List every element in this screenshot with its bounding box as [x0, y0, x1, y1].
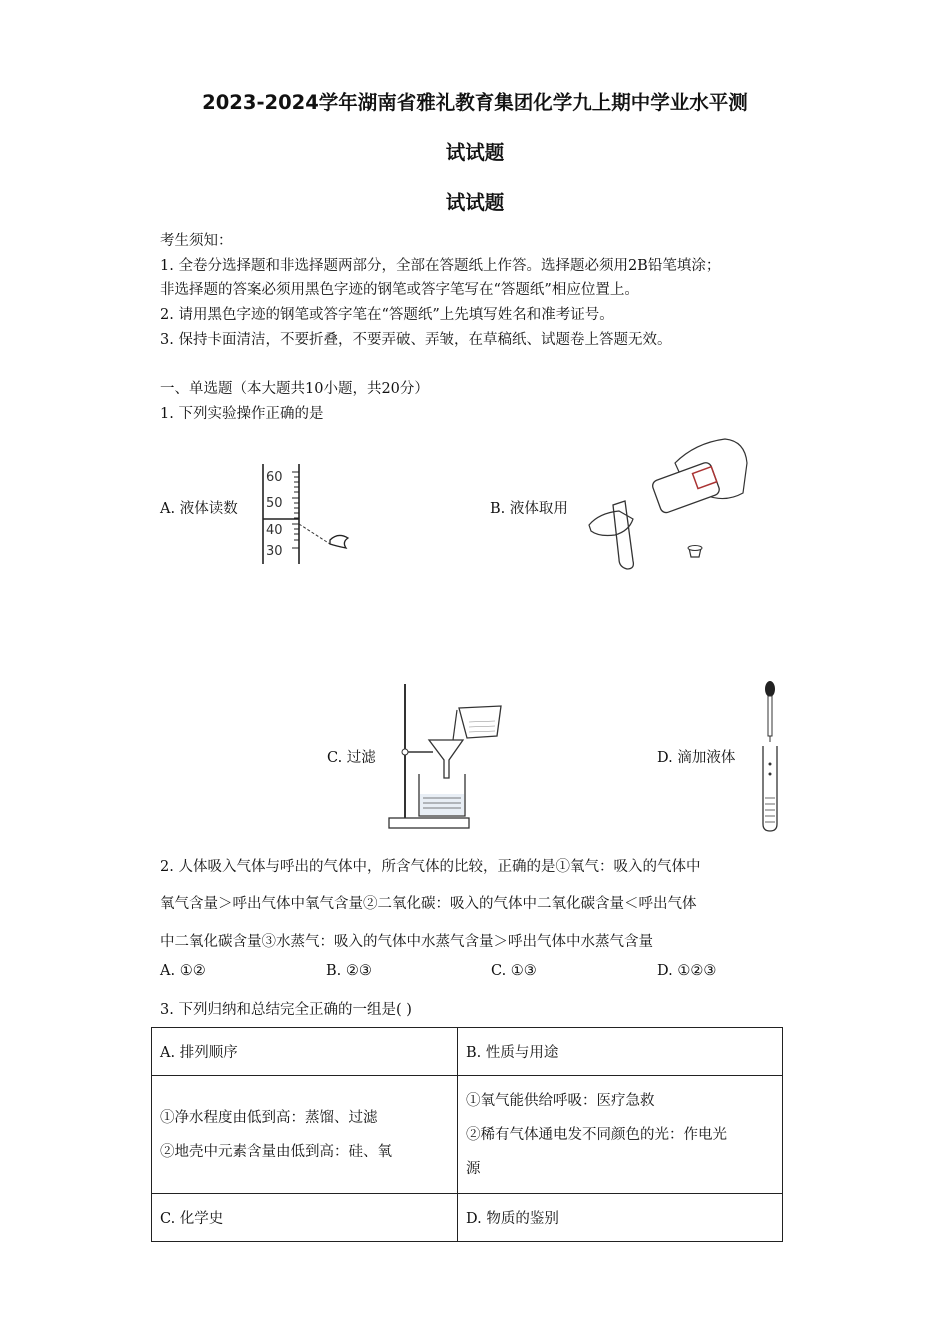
pouring-beaker [459, 706, 501, 738]
table-row [152, 1028, 783, 1076]
clamp-knob [402, 749, 408, 755]
table-row [152, 1076, 783, 1194]
q3-cell-a-body [152, 1076, 458, 1194]
exam-title-line-3: 试试题 [445, 191, 505, 214]
q1-option-a-label: A. 液体读数 [160, 501, 238, 517]
q3-b-line-2: ②稀有气体通电发不同颜色的光：作电光 [466, 1126, 727, 1143]
q1-dropper-figure [756, 678, 786, 834]
filtrate-liquid [420, 794, 464, 815]
q3-cell-d-header: D. 物质的鉴别 [458, 1194, 783, 1242]
q3-stem: 3. 下列归纳和总结完全正确的一组是( ) [160, 1002, 412, 1018]
q1-liquid-pouring-figure [585, 433, 755, 573]
q1-cylinder-reading-figure [258, 462, 358, 568]
section-1-heading: 一、单选题（本大题共10小题，共20分） [160, 381, 429, 397]
q2-option-b[interactable]: B. ②③ [326, 963, 372, 979]
test-tube [763, 746, 777, 831]
sight-line [299, 524, 330, 544]
q2-stem-line-1: 2. 人体吸入气体与呼出的气体中，所含气体的比较，正确的是①氧气：吸入的气体中 [160, 859, 701, 875]
notice-item-2: 2. 请用黑色字迹的钢笔或答字笔在“答题纸”上先填写姓名和准考证号。 [160, 307, 614, 323]
tick-label-40: 40 [266, 523, 283, 538]
q3-a-line-2: ②地壳中元素含量由低到高：硅、氧 [160, 1143, 392, 1160]
dropper-bulb [765, 681, 775, 697]
falling-drop [769, 763, 772, 766]
q2-option-d[interactable]: D. ①②③ [657, 963, 717, 979]
q3-cell-b-header: B. 性质与用途 [458, 1028, 783, 1076]
stopper-top [688, 546, 702, 551]
q3-summary-table [151, 1027, 783, 1242]
tick-label-60: 60 [266, 470, 283, 485]
notice-item-1-cont: 非选择题的答案必须用黑色字迹的钢笔或答字笔写在“答题纸”相应位置上。 [160, 282, 639, 298]
q1-option-b-label: B. 液体取用 [490, 501, 568, 517]
q3-a-line-1: ①净水程度由低到高：蒸馏、过滤 [160, 1109, 378, 1126]
dropper-tube [768, 696, 772, 736]
q2-option-c[interactable]: C. ①③ [491, 963, 537, 979]
falling-drop [769, 773, 772, 776]
funnel [429, 740, 463, 778]
cylinder-minor-ticks [292, 472, 299, 548]
q1-stem: 1. 下列实验操作正确的是 [160, 406, 324, 422]
liquid-stream [453, 710, 457, 740]
notice-heading: 考生须知： [160, 233, 233, 249]
iron-stand-base [389, 818, 469, 828]
reagent-bottle [651, 461, 721, 514]
tick-label-50: 50 [266, 496, 283, 511]
q1-option-c-label: C. 过滤 [327, 750, 376, 766]
q3-cell-b-body [458, 1076, 783, 1194]
q2-stem-line-3: 中二氧化碳含量③水蒸气：吸入的气体中水蒸气含量＞呼出气体中水蒸气含量 [160, 934, 653, 950]
notice-item-1: 1. 全卷分选择题和非选择题两部分，全部在答题纸上作答。选择题必须用2B铅笔填涂； [160, 258, 721, 274]
q2-option-a[interactable]: A. ①② [160, 963, 206, 979]
q1-filtration-figure [385, 680, 510, 832]
q3-cell-c-header: C. 化学史 [152, 1194, 458, 1242]
q3-b-line-1: ①氧气能供给呼吸：医疗急救 [466, 1092, 655, 1109]
q1-option-d-label: D. 滴加液体 [657, 750, 736, 766]
exam-title-line-1: 2023-2024学年湖南省雅礼教育集团化学九上期中学业水平测 [202, 91, 748, 114]
tick-label-30: 30 [266, 544, 283, 559]
notice-item-3: 3. 保持卡面清洁，不要折叠，不要弄破、弄皱，在草稿纸、试题卷上答题无效。 [160, 332, 672, 348]
exam-title-line-2: 试试题 [445, 141, 505, 164]
q3-cell-a-header: A. 排列顺序 [152, 1028, 458, 1076]
table-row [152, 1194, 783, 1242]
eye-icon [330, 535, 348, 548]
q2-stem-line-2: 氧气含量＞呼出气体中氧气含量②二氧化碳：吸入的气体中二氧化碳含量＜呼出气体 [160, 896, 697, 912]
q3-b-line-3: 源 [466, 1160, 481, 1177]
